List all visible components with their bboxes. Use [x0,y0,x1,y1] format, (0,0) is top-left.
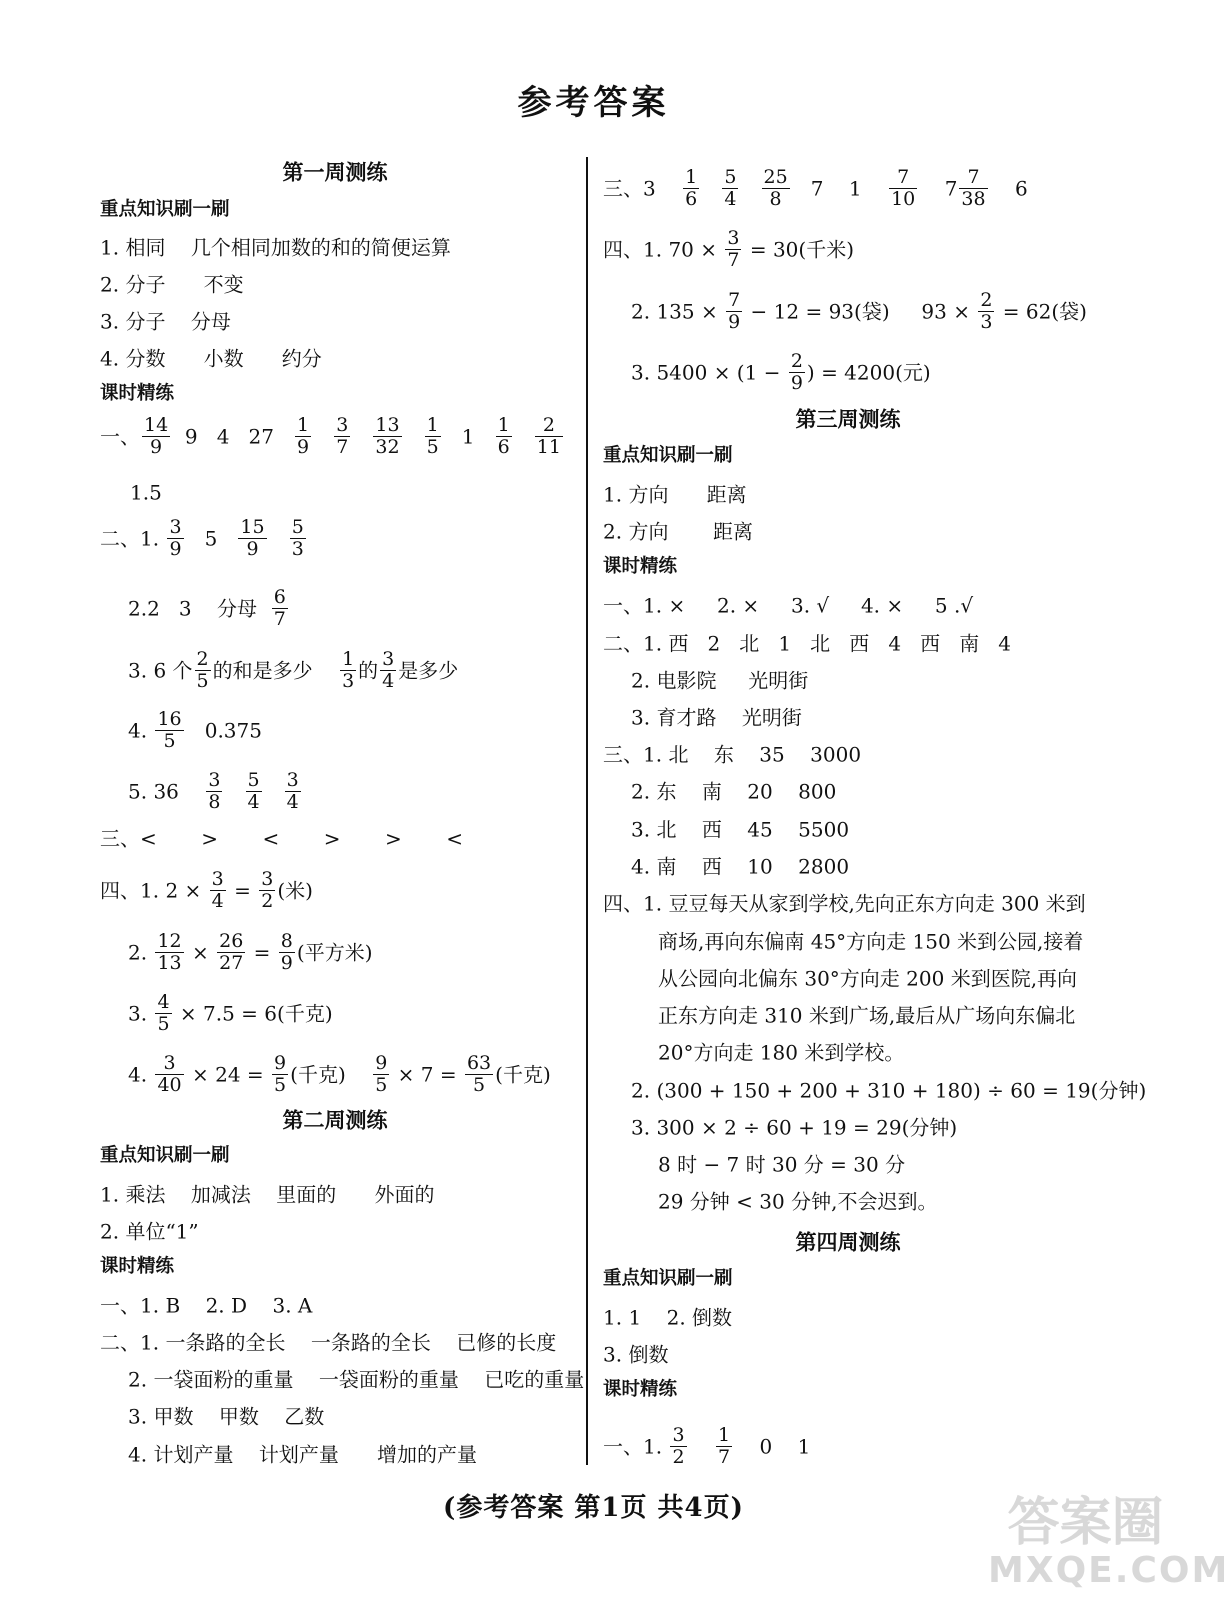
text-run: 3. 6 个 [128,658,193,683]
denominator: 9 [150,436,163,458]
text-run: 第一周测练 [282,159,388,185]
answer-line [100,1180,434,1208]
answer-line [128,709,262,752]
text-run: 1. 1 2. 倒数 [603,1305,733,1330]
text-run: 1 [442,424,494,449]
text-run: 1. 相同 几个相同加数的和的简便运算 [100,235,451,260]
text-run: 4. [128,718,154,743]
answer-line [603,889,1086,917]
answer-line [100,1328,556,1356]
denominator: 5 [473,1074,486,1096]
text-run: 重点知识刷一刷 [603,1268,733,1289]
denominator: 5 [426,436,439,458]
text-run: × [185,940,216,965]
numerator: 1 [497,414,510,436]
fraction [259,869,275,912]
answer-line [658,1038,904,1066]
text-run: (千克) [290,1062,372,1087]
text-run: 9 4 27 [172,424,294,449]
denominator: 9 [280,952,293,974]
numerator: 1 [297,414,310,436]
answer-line [128,992,333,1035]
text-run: 第二周测练 [282,1107,388,1133]
text-run: 0 1 [734,1434,811,1459]
numerator: 3 [261,868,274,890]
fraction [210,869,226,912]
numerator: 15 [240,516,265,538]
text-run: 课时精练 [100,383,175,404]
numerator: 16 [157,708,182,730]
text-run: 3. 倒数 [603,1342,669,1367]
fraction [373,1053,389,1096]
subsection-heading [100,197,230,223]
text-run [404,425,423,449]
answer-line [658,964,1077,992]
text-run: 2.2 3 分母 [128,596,270,621]
text-run [514,425,533,449]
numerator: 3 [336,414,349,436]
denominator: 9 [246,538,259,560]
text-run [224,780,243,804]
text-run: = [227,878,258,903]
answer-line [128,649,458,692]
text-run: 二、1. 一条路的全长 一条路的全长 已修的长度 [100,1330,557,1355]
text-run: 3. 分子 分母 [100,309,231,334]
denominator: 9 [297,436,310,458]
answer-line [658,927,1083,955]
fraction [217,931,245,974]
answer-line [100,415,565,458]
answer-line [631,777,836,805]
text-run: 2. 方向 距离 [603,519,753,544]
subsection-heading [603,1266,733,1292]
column-divider [586,157,588,1465]
denominator: 5 [375,1074,388,1096]
text-run: 重点知识刷一刷 [100,199,230,220]
answer-line [100,1217,199,1245]
text-run: 四、1. 2 × [100,878,208,903]
numerator: 1 [342,648,355,670]
denominator: 4 [286,791,299,813]
text-run: 6 [989,176,1028,201]
text-run: 是多少 [398,658,459,683]
numerator: 3 [286,769,299,791]
answer-line [603,1340,668,1368]
denominator: 3 [291,538,304,560]
watermark-logo [988,1480,1229,1595]
fraction [373,415,401,458]
text-run: 8 时 − 7 时 30 分 = 30 分 [658,1152,906,1177]
numerator: 7 [728,289,741,311]
fraction [285,770,301,813]
denominator: 7 [336,436,349,458]
numerator: 5 [724,166,737,188]
fraction [295,415,311,458]
text-run: − 12 = 93(袋) 93 × [744,299,977,324]
text-run: (千克) [495,1062,551,1087]
denominator: 4 [724,188,737,210]
text-run: 重点知识刷一刷 [100,1145,230,1166]
text-run: 1. 方向 距离 [603,482,747,507]
text-run: 3. 甲数 甲数 乙数 [128,1404,325,1429]
answer-line [100,307,231,335]
answer-line [603,480,747,508]
answer-line [100,270,244,298]
page-title: 参考答案 [517,83,670,123]
fraction [725,228,741,271]
fraction [238,517,266,560]
denominator: 38 [961,188,986,210]
denominator: 10 [891,188,916,210]
text-run: 2. 单位“1” [100,1219,199,1244]
subsection-heading [100,1254,174,1280]
text-run: 四、1. 豆豆每天从家到学校,先向正东方向走 300 米到 [603,891,1086,916]
text-run: 一、1. × 2. × 3. √ 4. × 5 .√ [603,593,974,618]
answer-line [100,344,322,372]
numerator: 3 [208,769,221,791]
fraction [272,1053,288,1096]
text-run: 一、1. [603,1434,669,1459]
fraction [535,415,563,458]
text-run: 课时精练 [603,1379,678,1400]
denominator: 40 [157,1074,182,1096]
denominator: 3 [980,311,993,333]
denominator: 5 [157,1013,170,1035]
fraction [465,1053,493,1096]
numerator: 3 [672,1424,685,1446]
answer-line [658,1150,905,1178]
fraction [670,1425,686,1468]
answer-line [128,770,303,813]
numerator: 9 [274,1052,287,1074]
fraction [978,290,994,333]
text-run: × 7 = [391,1062,463,1087]
answer-line [603,591,973,619]
fraction [334,415,350,458]
fraction [195,649,211,692]
section-heading [603,405,1093,433]
fraction [246,770,262,813]
text-run: 3. 育才路 光明街 [631,705,802,730]
text-run: (平方米) [296,940,373,965]
denominator: 8 [208,791,221,813]
subsection-heading [603,554,677,580]
numerator: 6 [273,586,286,608]
watermark-text: 答案圈 [1007,1493,1164,1553]
text-run: 4. 分数 小数 约分 [100,346,322,371]
numerator: 5 [291,516,304,538]
fraction [155,1053,183,1096]
text-run: 商场,再向东偏南 45°方向走 150 米到公园,接着 [658,929,1084,954]
answer-line [100,517,308,560]
denominator: 4 [382,670,395,692]
numerator: 2 [196,648,209,670]
denominator: 7 [273,608,286,630]
answer-line [603,740,861,768]
text-run: 2. (300 + 150 + 200 + 310 + 180) ÷ 60 = 19(分钟) [631,1078,1147,1103]
text-run [701,177,720,201]
numerator: 1 [717,1424,731,1446]
denominator: 7 [727,249,740,271]
numerator: 1 [426,414,439,436]
numerator: 3 [155,1053,183,1075]
fraction [340,649,356,692]
answer-line [603,1303,732,1331]
answer-line [128,1440,477,1468]
numerator: 3 [169,516,182,538]
numerator: 2 [535,415,563,437]
denominator: 4 [247,791,260,813]
fraction [425,415,441,458]
denominator: 9 [169,538,182,560]
text-run: 课时精练 [603,556,678,577]
fraction [726,290,742,333]
text-run: 2. 135 × [631,299,725,324]
text-run: ) = 4200(元) [806,360,931,385]
text-run: 2. 东 南 20 800 [631,779,837,804]
answer-line [128,1402,324,1430]
fraction [290,517,306,560]
answer-line [100,824,463,852]
text-run: = [247,940,277,965]
text-run: 三、< > < > > < [100,826,464,851]
denominator: 9 [728,311,741,333]
answer-line [100,1291,312,1319]
denominator: 11 [536,436,561,458]
text-run: 二、1. [100,526,166,551]
text-run: 20°方向走 180 米到学校。 [658,1040,905,1065]
answer-line [631,351,931,394]
numerator: 13 [375,414,400,436]
answer-line [128,1053,551,1096]
answer-line [631,852,849,880]
text-run: 第四周测练 [795,1229,901,1255]
numerator: 8 [280,930,293,952]
numerator: 3 [211,868,224,890]
text-run: 的 [358,658,379,683]
text-run: 2. 一袋面粉的重量 一袋面粉的重量 已吃的重量 [128,1367,585,1392]
fraction [683,167,699,210]
text-run: = 62(袋) [996,299,1087,324]
answer-line [631,815,849,843]
denominator: 6 [497,436,510,458]
fraction [167,517,183,560]
numerator: 3 [727,227,740,249]
denominator: 13 [157,952,182,974]
numerator: 3 [382,648,395,670]
section-heading [603,1228,1093,1256]
numerator: 9 [375,1052,388,1074]
answer-line [631,1113,957,1141]
page-footer: (参考答案 第1页 共4页) [443,1493,744,1523]
watermark-url: MXQE.COM [988,1550,1229,1591]
text-run: 一、1. B 2. D 3. A [100,1293,313,1318]
text-run: 正东方向走 310 米到广场,最后从广场向东偏北 [658,1003,1076,1028]
subsection-heading [100,1143,230,1169]
subsection-heading [603,1377,677,1403]
numerator: 1 [685,166,698,188]
answer-line [128,587,290,630]
answer-line [603,629,1011,657]
answer-line [631,290,1087,333]
denominator: 6 [685,188,698,210]
text-run: (米) [277,878,313,903]
text-run: = 30(千米) [743,237,854,262]
answer-line [658,1187,937,1215]
text-run: 三、3 [603,176,682,201]
text-run: 四、1. 70 × [603,237,724,262]
text-run: 5. 36 [128,779,205,804]
fraction [959,167,987,210]
text-run [269,527,288,551]
numerator: 2 [790,350,803,372]
fraction [155,992,171,1035]
text-run: × 24 = [185,1062,271,1087]
text-run: 2. [128,940,154,965]
text-run: 一、 [100,424,140,449]
text-run: 29 分钟 < 30 分钟,不会迟到。 [658,1189,938,1214]
numerator: 12 [157,930,182,952]
text-run: 三、1. 北 东 35 3000 [603,742,862,767]
fraction [279,931,295,974]
text-run: × 7.5 = 6(千克) [173,1001,333,1026]
text-run: 3. 5400 × (1 − [631,360,787,385]
answer-line [100,869,313,912]
numerator: 7 [959,167,987,189]
denominator: 4 [211,890,224,912]
text-run: 的和是多少 [212,658,339,683]
fraction [380,649,396,692]
answer-line [603,228,854,271]
text-run: 3. 北 西 45 5500 [631,817,850,842]
denominator: 27 [219,952,244,974]
text-run: 7 [919,176,958,201]
answer-line [130,478,162,506]
answer-line [603,1425,810,1468]
fraction [722,167,738,210]
text-run [740,177,759,201]
denominator: 2 [261,890,274,912]
text-run: 3. [128,1001,154,1026]
answer-line [631,703,802,731]
numerator: 25 [763,166,788,188]
fraction [155,931,183,974]
fraction [762,167,790,210]
denominator: 5 [196,670,209,692]
denominator: 5 [163,730,176,752]
text-run: 5 [185,526,237,551]
numerator: 14 [144,414,169,436]
numerator: 5 [247,769,260,791]
denominator: 32 [375,436,400,458]
text-run: 3. 300 × 2 ÷ 60 + 19 = 29(分钟) [631,1115,958,1140]
subsection-heading [100,381,174,407]
numerator: 26 [219,930,244,952]
answer-line [603,517,753,545]
text-run: 7 1 [791,176,888,201]
denominator: 8 [769,188,782,210]
fraction [142,415,170,458]
answer-line [658,1001,1075,1029]
text-run: 2. 分子 不变 [100,272,244,297]
text-run: 0.375 [185,718,262,743]
numerator: 63 [466,1052,492,1074]
text-run: 课时精练 [100,1256,175,1277]
fraction [889,167,917,210]
fraction [272,587,288,630]
text-run: 1.5 [130,480,162,505]
text-run: 重点知识刷一刷 [603,445,733,466]
text-run [352,425,371,449]
answer-line [128,1365,584,1393]
answer-line [100,233,451,261]
denominator: 2 [672,1446,685,1468]
text-run: 二、1. 西 2 北 1 北 西 4 西 南 4 [603,631,1011,656]
text-run: 第三周测练 [795,406,901,432]
numerator: 2 [980,289,993,311]
fraction [716,1425,732,1468]
text-run: 4. 计划产量 计划产量 增加的产量 [128,1442,478,1467]
fraction [496,415,512,458]
answer-line [603,167,1028,210]
numerator: 7 [889,167,917,189]
text-run: 2. 电影院 光明街 [631,668,809,693]
denominator: 5 [274,1074,287,1096]
text-run [689,1435,714,1459]
denominator: 7 [717,1446,731,1468]
fraction [206,770,222,813]
text-run [313,425,332,449]
section-heading [100,158,570,186]
denominator: 3 [342,670,355,692]
section-heading [100,1106,570,1134]
answer-line [631,666,808,694]
text-run: 4. 南 西 10 2800 [631,854,850,879]
text-run: 从公园向北偏东 30°方向走 200 米到医院,再向 [658,966,1078,991]
denominator: 9 [790,372,803,394]
answer-line [128,931,373,974]
fraction [155,709,183,752]
numerator: 4 [157,991,170,1013]
subsection-heading [603,443,733,469]
text-run [264,780,283,804]
fraction [789,351,805,394]
text-run: 4. [128,1062,154,1087]
answer-line [631,1076,1146,1104]
text-run: 1. 乘法 加减法 里面的 外面的 [100,1182,435,1207]
